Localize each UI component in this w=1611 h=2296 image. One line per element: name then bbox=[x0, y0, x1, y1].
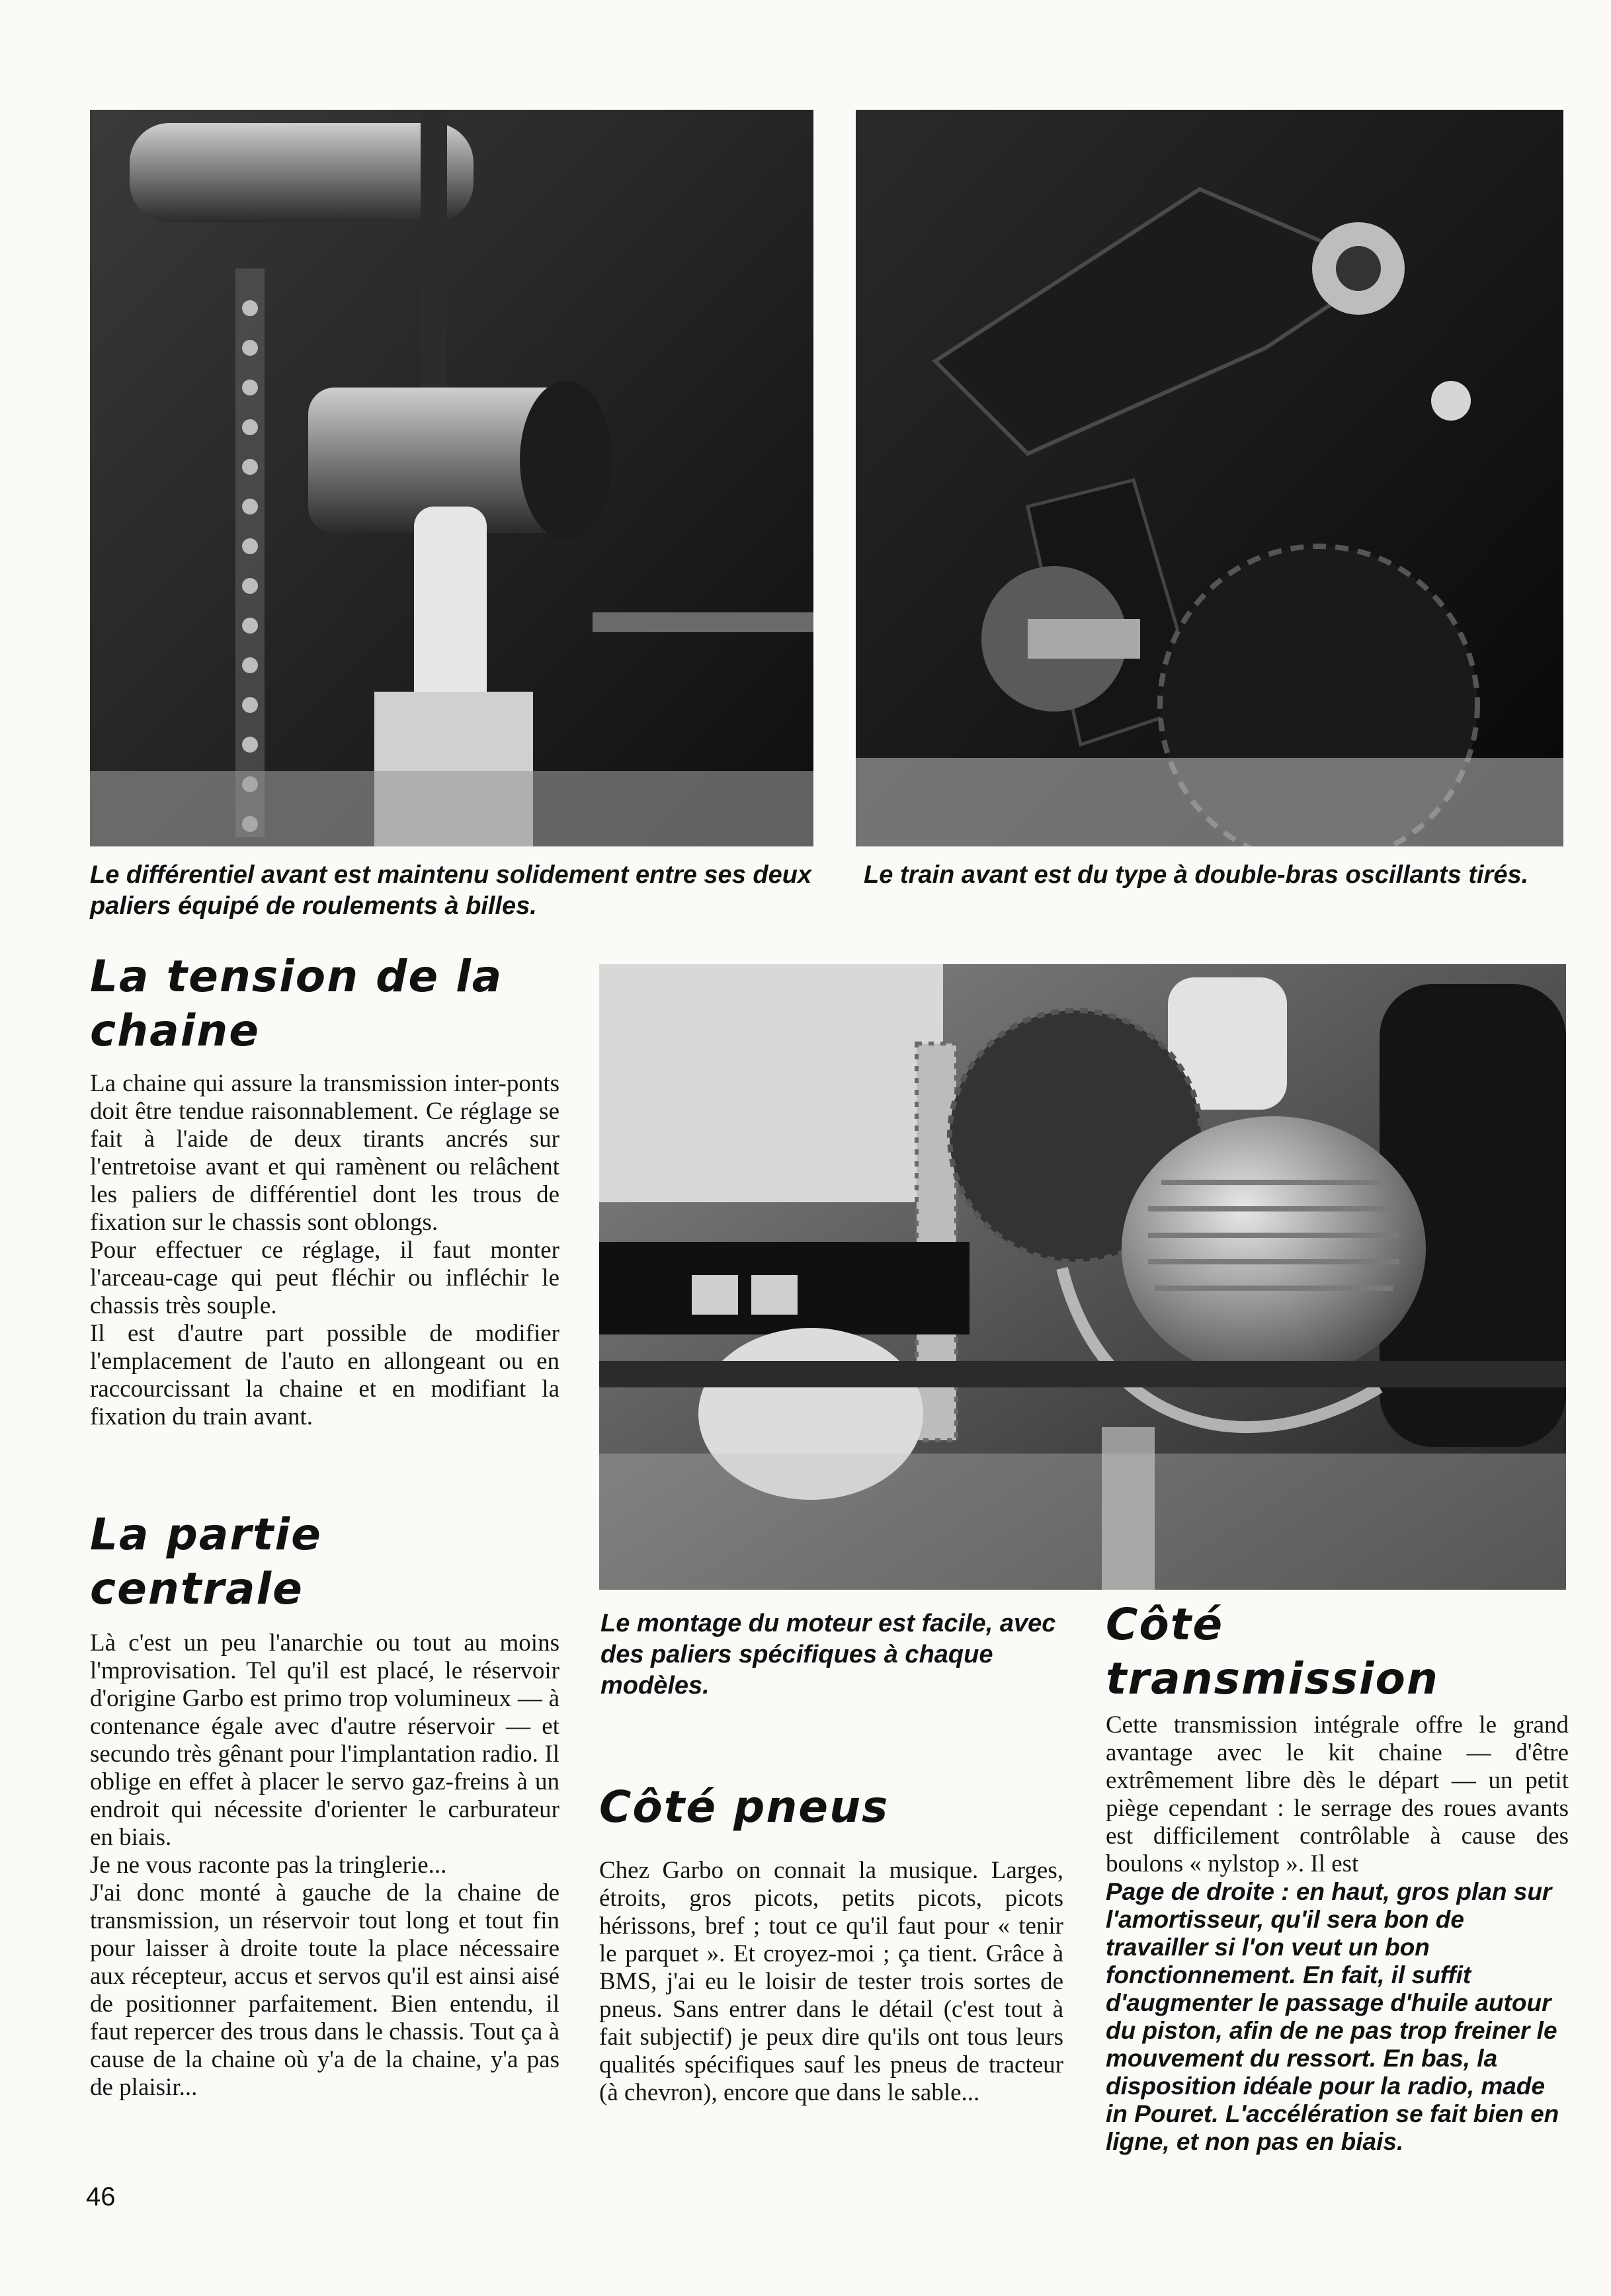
body-pneus bbox=[599, 1857, 1063, 2107]
caption-engine-mount: Le montage du moteur est facile, avec des paliers spécifiques à chaque modèles. bbox=[600, 1610, 1056, 1700]
paragraph: Pour effectuer ce réglage, il faut monter l'arceau-cage qui peut fléchir ou infléchir le chassis très souple. bbox=[90, 1237, 559, 1319]
paragraph: Je ne vous raconte pas la tringlerie... bbox=[90, 1852, 447, 1879]
body-tension bbox=[90, 1070, 559, 1431]
body-transmission bbox=[1106, 1711, 1569, 1878]
page-number: 46 bbox=[86, 2182, 116, 2211]
photo-engine-mount bbox=[599, 964, 1566, 1590]
body-centrale bbox=[90, 1629, 559, 2102]
heading-transmission: Côté transmission bbox=[1106, 1599, 1439, 1704]
photo-note-right-page: Page de droite : en haut, gros plan sur l'amortisseur, qu'il sera bon de travailler si l'on veut un bon fonctionnement. En fait, il suffit d'augmenter le passage d'huile autour du piston, afin de ne pas trop freiner le mouvement du ressort. En bas, la disposition idéale pour la radio, made in Pouret. L'accélération se fait bien en ligne, et non pas en biais. bbox=[1106, 1878, 1559, 2155]
paragraph: J'ai donc monté à gauche de la chaine de transmission, un réservoir tout long et tout fin pour laisser à droite toute la place nécessaire aux récepteur, accus et servos qu'il est ainsi aisé de positionner parfaitement. Bien entendu, il faut repercer des trous dans le chassis. Tout ça à cause de la chaine où y'a de la chaine, y'a pas de plaisir... bbox=[90, 1879, 559, 2101]
paragraph: Là c'est un peu l'anarchie ou tout au moins l'mprovisation. Tel qu'il est placé, le réservoir d'origine Garbo est primo trop volumineux — à contenance égale avec d'autre réservoir — et secundo très gênant pour l'implantation radio. Il oblige en effet à placer le servo gaz-freins à un endroit qui nécessite d'orienter le carburateur en biais. bbox=[90, 1629, 559, 1851]
heading-centrale: La partie centrale bbox=[90, 1509, 322, 1614]
photo-front-suspension bbox=[856, 110, 1563, 846]
paragraph: La chaine qui assure la transmission inter-ponts doit être tendue raisonnablement. Ce réglage se fait à l'aide de deux tirants ancrés sur l'entretoise avant et qui ramènent ou relâchent les paliers de différentiel dont les trous de fixation sur le chassis sont oblongs. bbox=[90, 1070, 559, 1236]
paragraph: Cette transmission intégrale offre le grand avantage avec le kit chaine — d'être extrêmement libre dès le départ — un petit piège cependant : le serrage des roues avants est difficilement contrôlable à cause des boulons « nylstop ». Il est bbox=[1106, 1711, 1569, 1877]
caption-differential: Le différentiel avant est maintenu solidement entre ses deux paliers équipé de roulements à billes. bbox=[90, 861, 812, 920]
paragraph: Il est d'autre part possible de modifier l'emplacement de l'auto en allongeant ou en raccourcissant la chaine et en modifiant la fixation du train avant. bbox=[90, 1320, 559, 1430]
photo-differential bbox=[90, 110, 813, 846]
heading-pneus: Côté pneus bbox=[599, 1782, 889, 1832]
paragraph: Chez Garbo on connait la musique. Larges, étroits, gros picots, petits picots, picots hérissons, bref ; tout ce qu'il faut pour « tenir le parquet ». Et croyez-moi ; ça tient. Grâce à BMS, j'ai eu le loisir de tester trois sortes de pneus. Sans entrer dans le détail (c'est tout à fait subjectif) je peux dire qu'ils ont tous leurs qualités spécifiques sauf les pneus de tracteur (à chevron), encore que dans le sable... bbox=[599, 1857, 1063, 2106]
heading-tension: La tension de la chaine bbox=[90, 951, 503, 1056]
caption-front-suspension: Le train avant est du type à double-bras oscillants tirés. bbox=[864, 861, 1529, 889]
